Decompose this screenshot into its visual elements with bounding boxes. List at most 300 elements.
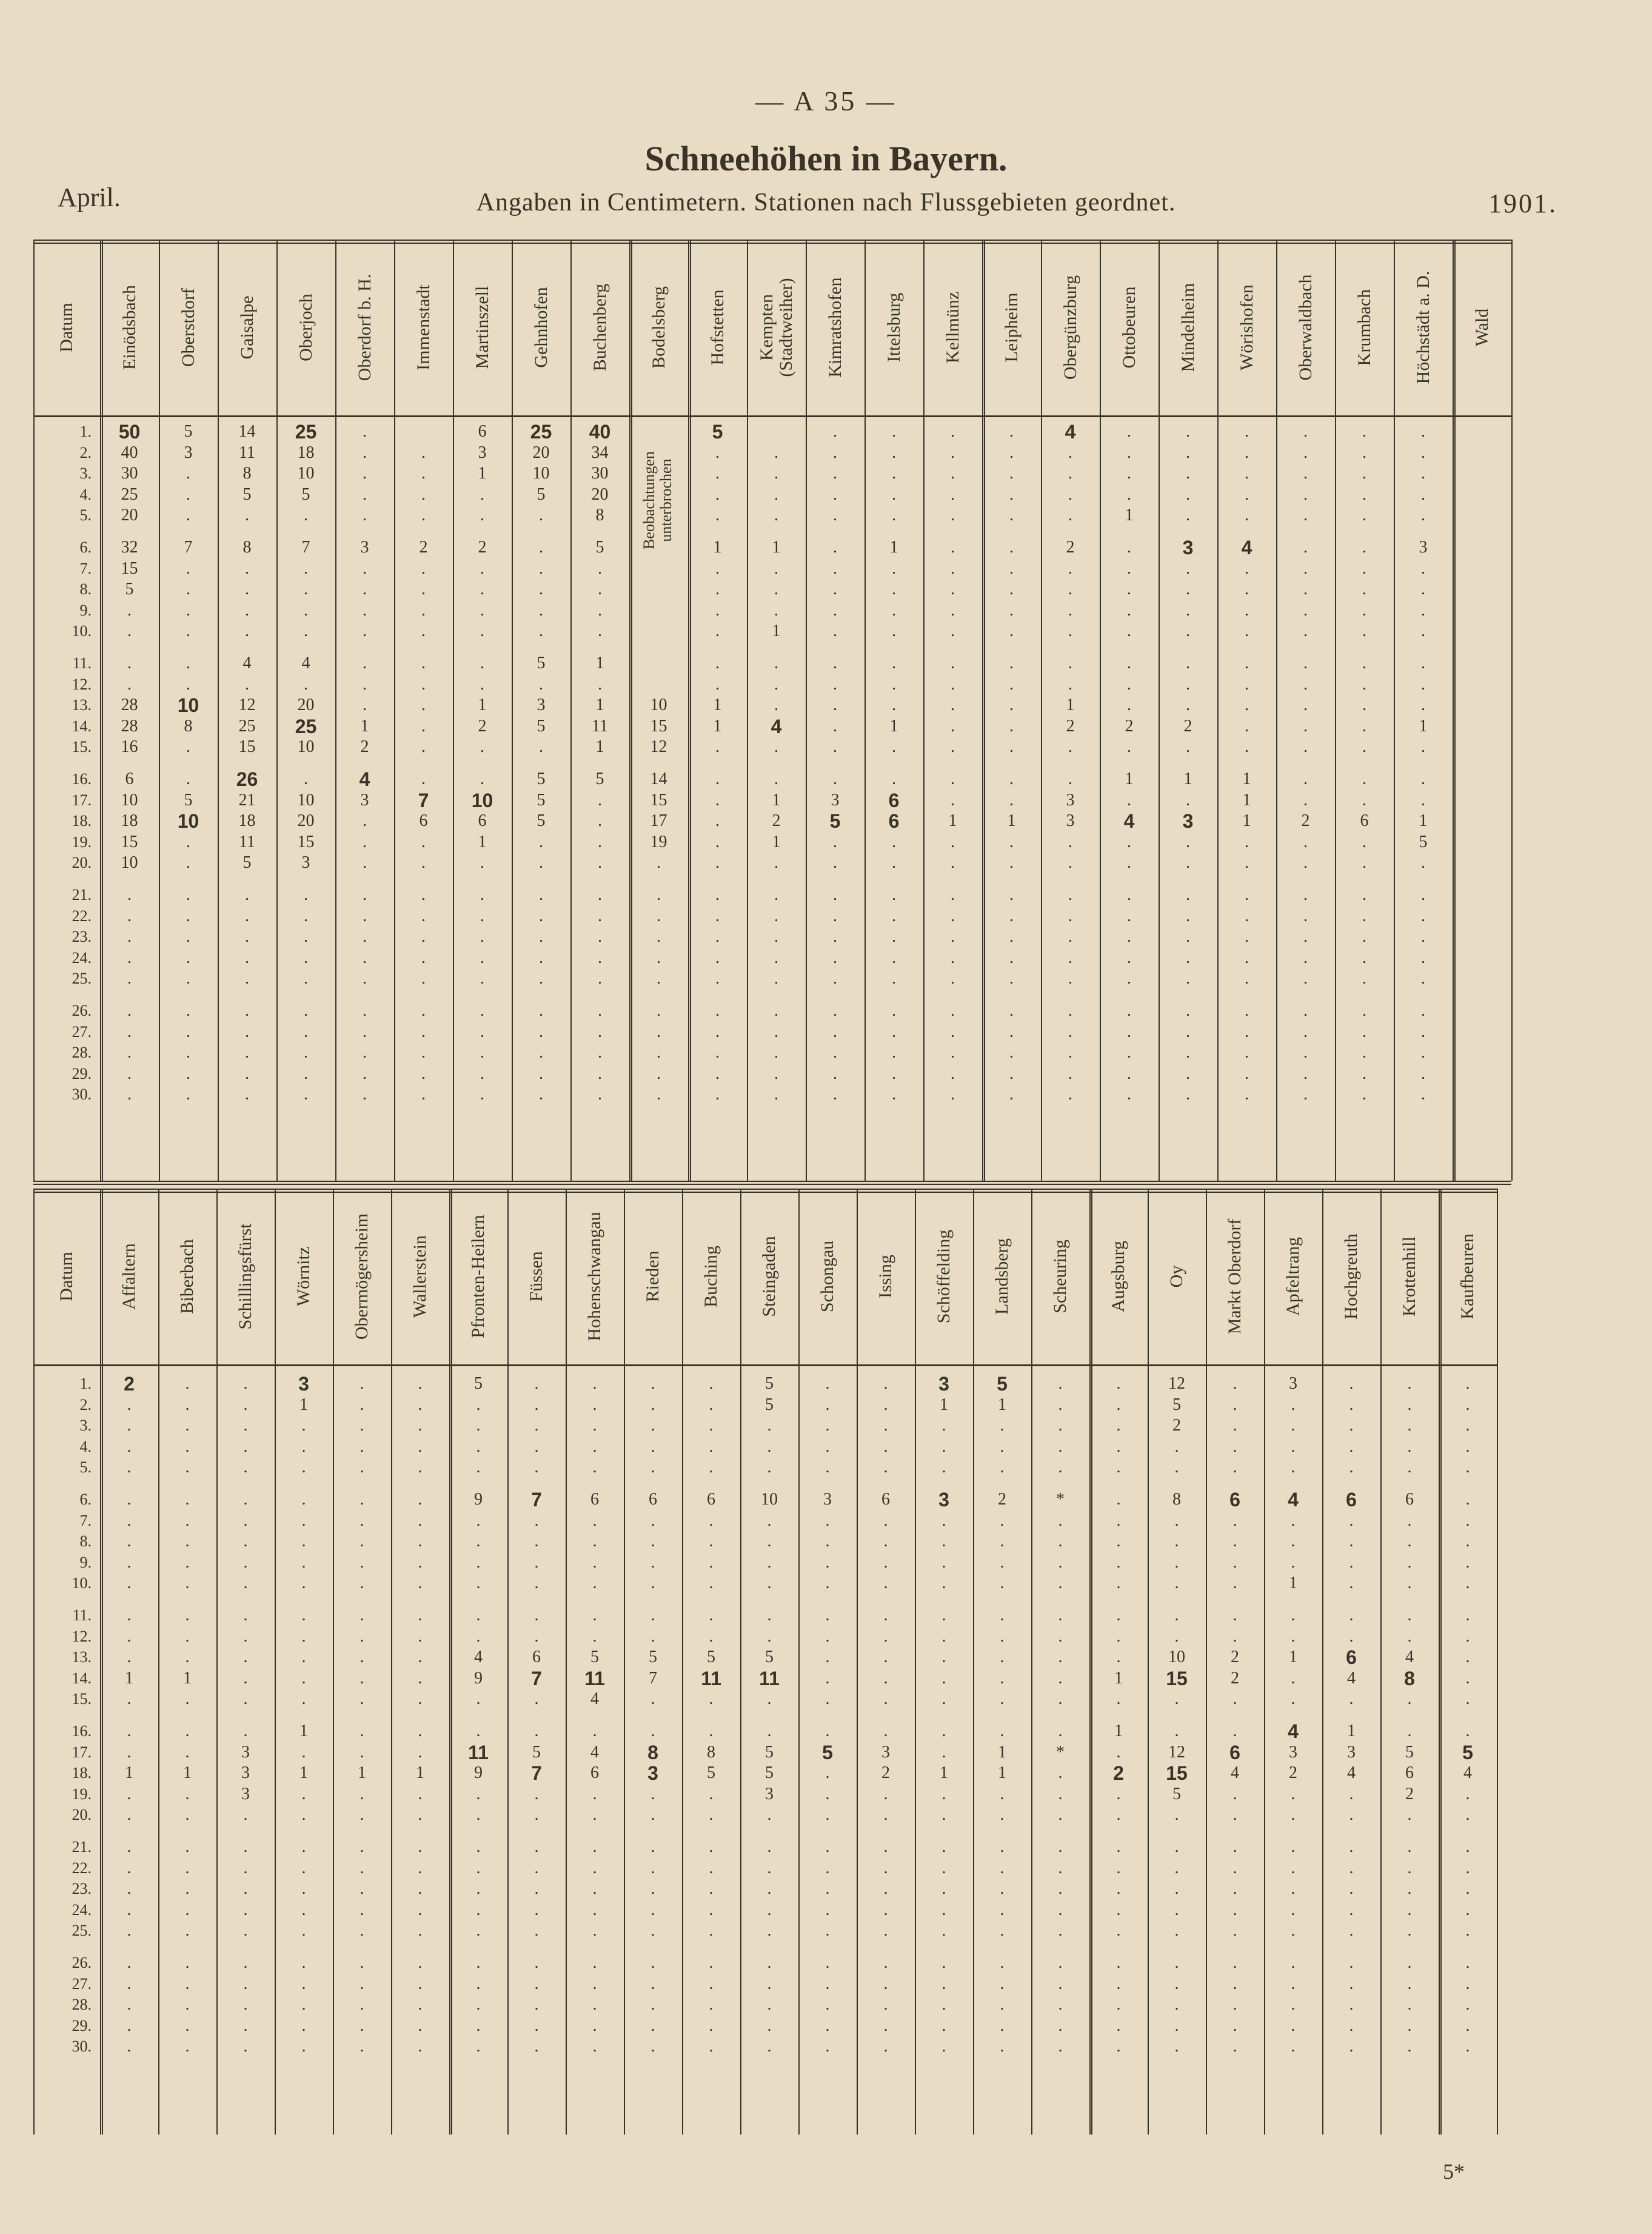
- value-cell: .: [127, 1722, 132, 1740]
- value-cell: .: [825, 1458, 830, 1477]
- value-cell: .: [1127, 906, 1131, 925]
- value-cell: .: [476, 1900, 481, 1919]
- value-cell: .: [715, 1043, 720, 1062]
- station-name: Bodelsberg: [648, 286, 669, 369]
- value-cell: .: [883, 1921, 888, 1940]
- value-cell: .: [480, 853, 484, 873]
- value-cell: .: [941, 1437, 946, 1456]
- value-cell: .: [534, 1953, 539, 1972]
- value-cell: .: [127, 1879, 132, 1899]
- station-header: [391, 1189, 449, 1364]
- station-name: Kaufbeuren: [1457, 1233, 1477, 1320]
- value-cell: 21: [238, 790, 256, 810]
- value-cell: .: [941, 1858, 946, 1877]
- value-cell: 2: [1113, 1762, 1124, 1785]
- value-cell: .: [243, 1374, 248, 1393]
- station-header: [1394, 240, 1453, 415]
- value-cell: 1: [772, 538, 781, 557]
- value-cell: .: [534, 1858, 539, 1877]
- value-cell: 5: [184, 790, 193, 810]
- value-cell: 4: [590, 1689, 599, 1709]
- value-cell: .: [715, 558, 720, 578]
- value-cell: 3: [360, 790, 369, 810]
- value-cell: .: [245, 1085, 249, 1104]
- value-cell: .: [127, 906, 132, 925]
- value-cell: .: [127, 1974, 132, 1993]
- value-cell: 1: [713, 716, 722, 736]
- value-cell: 5: [822, 1741, 833, 1763]
- value-cell: .: [951, 770, 955, 788]
- value-cell: .: [1232, 1374, 1237, 1393]
- value-cell: .: [359, 1648, 364, 1667]
- value-cell: .: [598, 558, 602, 578]
- value-cell: .: [825, 1722, 830, 1740]
- value-cell: .: [421, 737, 426, 757]
- value-cell: .: [1349, 1511, 1354, 1530]
- value-cell: .: [1303, 1001, 1308, 1020]
- value-cell: .: [304, 770, 308, 788]
- value-cell: .: [941, 1668, 946, 1688]
- value-cell: .: [1465, 1511, 1470, 1530]
- value-cell: .: [1303, 927, 1308, 947]
- value-cell: .: [418, 1606, 423, 1625]
- value-cell: .: [1127, 1085, 1131, 1104]
- value-cell: .: [127, 1921, 132, 1940]
- value-cell: .: [185, 1689, 190, 1709]
- value-cell: .: [941, 1805, 946, 1825]
- value-cell: .: [1068, 558, 1072, 578]
- value-cell: .: [1174, 1722, 1179, 1740]
- value-cell: .: [1058, 1574, 1063, 1593]
- station-header: [512, 240, 570, 415]
- value-cell: .: [1465, 1900, 1470, 1919]
- value-cell: 1: [772, 622, 781, 641]
- value-cell: .: [774, 464, 778, 483]
- value-cell: .: [883, 1689, 888, 1709]
- value-cell: .: [598, 1064, 602, 1083]
- value-cell: .: [1303, 969, 1308, 988]
- value-cell: .: [1245, 506, 1249, 525]
- value-cell: 1: [1419, 811, 1428, 831]
- value-cell: .: [480, 885, 484, 904]
- value-cell: .: [1349, 1879, 1354, 1899]
- table-row: [33, 1900, 1497, 1920]
- value-cell: 3: [1066, 790, 1075, 810]
- station-name: Augsburg: [1108, 1241, 1128, 1312]
- station-name: Kellmünz: [942, 291, 963, 364]
- value-cell: .: [709, 1837, 714, 1856]
- value-cell: .: [767, 1837, 772, 1856]
- value-cell: .: [1116, 1742, 1121, 1762]
- value-cell: .: [892, 885, 896, 904]
- value-cell: 1: [1242, 811, 1251, 831]
- station-header: [158, 1189, 216, 1364]
- station-name: Leipheim: [1001, 292, 1022, 363]
- value-cell: .: [833, 696, 837, 715]
- value-cell: .: [833, 1022, 837, 1041]
- value-cell: .: [1465, 1395, 1470, 1414]
- value-cell: .: [480, 1085, 484, 1104]
- station-name: Oberstdorf: [178, 288, 198, 367]
- value-cell: .: [363, 832, 367, 851]
- value-cell: .: [598, 948, 602, 967]
- date-cell: 9.: [79, 1553, 92, 1571]
- table-row: [33, 1489, 1497, 1510]
- value-cell: .: [1116, 1437, 1121, 1456]
- value-cell: .: [539, 853, 543, 873]
- value-cell: 3: [298, 1373, 309, 1395]
- value-cell: .: [186, 506, 190, 525]
- value-cell: .: [127, 1837, 132, 1856]
- value-cell: 1: [125, 1763, 133, 1783]
- value-cell: .: [304, 948, 308, 967]
- value-cell: .: [1009, 927, 1014, 947]
- value-cell: .: [1186, 1064, 1190, 1083]
- value-cell: 1: [183, 1668, 192, 1688]
- value-cell: .: [1009, 1064, 1014, 1083]
- station-header: [159, 240, 218, 415]
- value-cell: .: [1362, 853, 1366, 873]
- table-row: [33, 1721, 1497, 1742]
- value-cell: .: [883, 1395, 888, 1414]
- value-cell: 5: [595, 538, 604, 557]
- table-row: [33, 927, 1453, 947]
- value-cell: .: [892, 927, 896, 947]
- value-cell: .: [127, 1648, 132, 1667]
- value-cell: .: [1421, 506, 1425, 525]
- value-cell: .: [1116, 1511, 1121, 1530]
- value-cell: 1: [948, 811, 957, 831]
- table-row: [33, 1879, 1497, 1899]
- value-cell: 1: [1289, 1574, 1297, 1593]
- value-cell: .: [243, 1626, 248, 1646]
- value-cell: .: [892, 558, 896, 578]
- value-cell: .: [127, 1064, 132, 1083]
- value-cell: .: [598, 1043, 602, 1062]
- value-cell: .: [1421, 654, 1425, 673]
- value-cell: .: [774, 885, 778, 904]
- value-cell: 8: [1172, 1490, 1181, 1509]
- value-cell: .: [1058, 1552, 1063, 1572]
- value-cell: 10: [650, 696, 667, 715]
- station-header: [100, 240, 159, 415]
- value-cell: .: [1009, 790, 1014, 810]
- value-cell: .: [774, 737, 778, 757]
- value-cell: .: [1232, 1532, 1237, 1551]
- value-cell: .: [1421, 1043, 1425, 1062]
- value-cell: .: [592, 1858, 597, 1877]
- year-label: 1901.: [1488, 189, 1557, 218]
- value-cell: 1: [940, 1763, 948, 1783]
- value-cell: .: [127, 1490, 132, 1509]
- value-cell: .: [243, 1689, 248, 1709]
- value-cell: .: [1349, 1900, 1354, 1919]
- value-cell: 9: [474, 1490, 483, 1509]
- value-cell: .: [359, 1458, 364, 1477]
- value-cell: 4: [1241, 537, 1252, 558]
- value-cell: .: [709, 1921, 714, 1940]
- value-cell: .: [1465, 1574, 1470, 1593]
- value-cell: .: [1349, 1626, 1354, 1646]
- value-cell: .: [774, 853, 778, 873]
- value-cell: .: [1362, 1085, 1366, 1104]
- value-cell: .: [825, 1626, 830, 1646]
- table-row: [33, 1084, 1453, 1105]
- value-cell: .: [774, 558, 778, 578]
- value-cell: .: [892, 1064, 896, 1083]
- value-cell: .: [767, 1995, 772, 2014]
- value-cell: .: [1000, 1722, 1005, 1740]
- value-cell: .: [476, 1953, 481, 1972]
- value-cell: .: [1245, 443, 1249, 462]
- value-cell: .: [363, 1043, 367, 1062]
- value-cell: .: [1362, 558, 1366, 578]
- value-cell: .: [825, 2016, 830, 2035]
- value-cell: .: [825, 1552, 830, 1572]
- value-cell: 3: [241, 1784, 250, 1803]
- value-cell: .: [715, 654, 720, 673]
- value-cell: 5: [537, 716, 546, 736]
- station-name: Hochgreuth: [1341, 1233, 1361, 1320]
- table-row: [33, 1415, 1497, 1436]
- value-cell: .: [592, 1416, 597, 1435]
- value-cell: 2: [478, 716, 487, 736]
- value-cell: .: [657, 853, 661, 873]
- value-cell: .: [1127, 1001, 1131, 1020]
- value-cell: .: [657, 1064, 661, 1083]
- value-cell: .: [127, 654, 132, 673]
- value-cell: .: [301, 1995, 306, 2014]
- table-lower: [33, 1189, 1576, 2135]
- value-cell: .: [539, 1064, 543, 1083]
- value-cell: .: [892, 770, 896, 788]
- value-cell: 6: [1405, 1763, 1414, 1783]
- value-cell: 20: [297, 811, 315, 831]
- value-cell: .: [185, 1805, 190, 1825]
- table-top-rule: [33, 1189, 1497, 1193]
- value-cell: 6: [707, 1490, 715, 1509]
- value-cell: .: [1245, 1043, 1249, 1062]
- value-cell: .: [1186, 853, 1190, 873]
- value-cell: .: [1009, 906, 1014, 925]
- value-cell: 2: [772, 811, 781, 831]
- value-cell: .: [1009, 1085, 1014, 1104]
- value-cell: .: [650, 1606, 655, 1625]
- value-cell: 5: [707, 1763, 715, 1783]
- date-cell: 1.: [79, 1375, 92, 1392]
- station-header: [333, 1189, 391, 1364]
- value-cell: 4: [359, 768, 370, 790]
- value-cell: .: [883, 1511, 888, 1530]
- date-cell: 26.: [72, 1002, 92, 1019]
- date-column-header: [33, 1189, 100, 1364]
- value-cell: .: [1174, 1879, 1179, 1899]
- table-row: [33, 600, 1453, 621]
- value-cell: .: [534, 2016, 539, 2035]
- value-cell: .: [301, 1532, 306, 1551]
- value-cell: .: [1174, 1689, 1179, 1709]
- table-row: [33, 769, 1453, 790]
- value-cell: .: [1421, 969, 1425, 988]
- date-cell: 30.: [72, 1085, 92, 1104]
- value-cell: 20: [297, 696, 315, 715]
- value-cell: .: [127, 1022, 132, 1041]
- value-cell: .: [715, 1064, 720, 1083]
- value-cell: .: [1058, 1606, 1063, 1625]
- value-cell: .: [127, 2037, 132, 2056]
- value-cell: .: [1186, 906, 1190, 925]
- value-cell: .: [421, 654, 426, 673]
- value-cell: .: [304, 1085, 308, 1104]
- value-cell: .: [127, 2016, 132, 2035]
- value-cell: .: [1009, 443, 1014, 462]
- value-cell: .: [1421, 906, 1425, 925]
- value-cell: .: [186, 885, 190, 904]
- value-cell: .: [1000, 2037, 1005, 2056]
- value-cell: .: [418, 1552, 423, 1572]
- value-cell: .: [363, 485, 367, 504]
- value-cell: .: [1349, 1416, 1354, 1435]
- date-header-label: Datum: [56, 1252, 76, 1301]
- date-cell: 20.: [72, 1806, 92, 1824]
- value-cell: .: [1174, 1900, 1179, 1919]
- value-cell: .: [1291, 1689, 1296, 1709]
- value-cell: .: [1174, 1437, 1179, 1456]
- date-cell: 19.: [72, 1785, 92, 1803]
- station-name: Pfronten-Heilern: [468, 1215, 488, 1338]
- station-name: Apfeltrang: [1283, 1237, 1303, 1316]
- value-cell: .: [1349, 1606, 1354, 1625]
- value-cell: .: [825, 1532, 830, 1551]
- value-cell: .: [243, 1668, 248, 1688]
- value-cell: .: [1186, 1022, 1190, 1041]
- value-cell: .: [418, 1742, 423, 1762]
- table-row: [33, 1064, 1453, 1084]
- value-cell: .: [941, 1784, 946, 1803]
- value-cell: .: [301, 1921, 306, 1940]
- value-cell: 3: [1066, 811, 1075, 831]
- value-cell: .: [592, 2037, 597, 2056]
- value-cell: .: [1232, 1626, 1237, 1646]
- station-header: [1159, 240, 1217, 415]
- station-header: [740, 1189, 798, 1364]
- value-cell: 16: [121, 737, 138, 757]
- value-cell: .: [1127, 1022, 1131, 1041]
- value-cell: .: [127, 1742, 132, 1762]
- value-cell: [629, 621, 688, 642]
- date-cell: 10.: [72, 1574, 92, 1592]
- value-cell: .: [650, 2016, 655, 2035]
- date-cell: 8.: [79, 580, 92, 599]
- station-name: Gehnhofen: [530, 287, 551, 368]
- value-cell: .: [1186, 1043, 1190, 1062]
- value-cell: .: [1127, 948, 1131, 967]
- value-cell: 2: [124, 1373, 135, 1395]
- value-cell: .: [767, 1458, 772, 1477]
- value-cell: .: [941, 1511, 946, 1530]
- value-cell: .: [1000, 1668, 1005, 1688]
- value-cell: .: [883, 2037, 888, 2056]
- value-cell: .: [892, 506, 896, 525]
- value-cell: 4: [1463, 1763, 1472, 1783]
- value-cell: .: [1009, 853, 1014, 873]
- value-cell: .: [883, 1437, 888, 1456]
- value-cell: .: [883, 1458, 888, 1477]
- value-cell: .: [774, 485, 778, 504]
- table-row: [33, 579, 1453, 600]
- station-name: Ittelsburg: [883, 292, 904, 363]
- value-cell: .: [767, 2037, 772, 2056]
- value-cell: .: [1232, 1858, 1237, 1877]
- value-cell: .: [825, 1416, 830, 1435]
- value-cell: .: [592, 1574, 597, 1593]
- station-name: Schillingsfürst: [235, 1223, 255, 1330]
- value-cell: 1: [713, 538, 722, 557]
- date-cell: 14.: [72, 717, 92, 735]
- value-cell: .: [1000, 1574, 1005, 1593]
- value-cell: .: [1127, 600, 1131, 620]
- value-cell: .: [833, 600, 837, 620]
- station-header: [275, 1189, 333, 1364]
- station-header: [806, 240, 864, 415]
- value-cell: .: [657, 1001, 661, 1020]
- value-cell: .: [774, 696, 778, 715]
- table-row: [33, 1994, 1497, 2015]
- value-cell: .: [650, 1626, 655, 1646]
- table-row: [33, 1805, 1497, 1825]
- value-cell: .: [1245, 1022, 1249, 1041]
- station-header: [449, 1189, 507, 1364]
- value-cell: .: [1303, 770, 1308, 788]
- value-cell: .: [1362, 885, 1366, 904]
- value-cell: 8: [242, 464, 252, 483]
- value-cell: .: [1116, 1532, 1121, 1551]
- station-header: [1217, 240, 1276, 415]
- value-cell: .: [941, 1995, 946, 2014]
- value-cell: .: [941, 1416, 946, 1435]
- value-cell: .: [767, 1437, 772, 1456]
- value-cell: .: [1009, 737, 1014, 757]
- value-cell: .: [534, 1837, 539, 1856]
- value-cell: .: [1303, 600, 1308, 620]
- value-cell: 8: [242, 538, 252, 557]
- value-cell: .: [1058, 1837, 1063, 1856]
- value-cell: 4: [1231, 1763, 1239, 1783]
- value-cell: .: [301, 1974, 306, 1993]
- value-cell: .: [245, 506, 249, 525]
- value-cell: .: [951, 1022, 955, 1041]
- value-cell: .: [592, 1953, 597, 1972]
- value-cell: .: [418, 1374, 423, 1393]
- value-cell: .: [833, 737, 837, 757]
- value-cell: .: [767, 1606, 772, 1625]
- value-cell: 2: [1301, 811, 1310, 831]
- value-cell: 4: [1065, 421, 1076, 443]
- date-cell: 20.: [72, 854, 92, 872]
- date-cell: 11.: [72, 1606, 92, 1624]
- value-cell: .: [598, 885, 602, 904]
- value-cell: .: [1116, 1921, 1121, 1940]
- station-header: [1335, 240, 1394, 415]
- value-cell: .: [363, 948, 367, 967]
- value-cell: .: [245, 558, 249, 578]
- value-cell: .: [127, 600, 132, 620]
- value-cell: .: [476, 1858, 481, 1877]
- value-cell: .: [1058, 1458, 1063, 1477]
- value-cell: .: [1000, 1626, 1005, 1646]
- value-cell: .: [883, 1858, 888, 1877]
- value-cell: .: [418, 1974, 423, 1993]
